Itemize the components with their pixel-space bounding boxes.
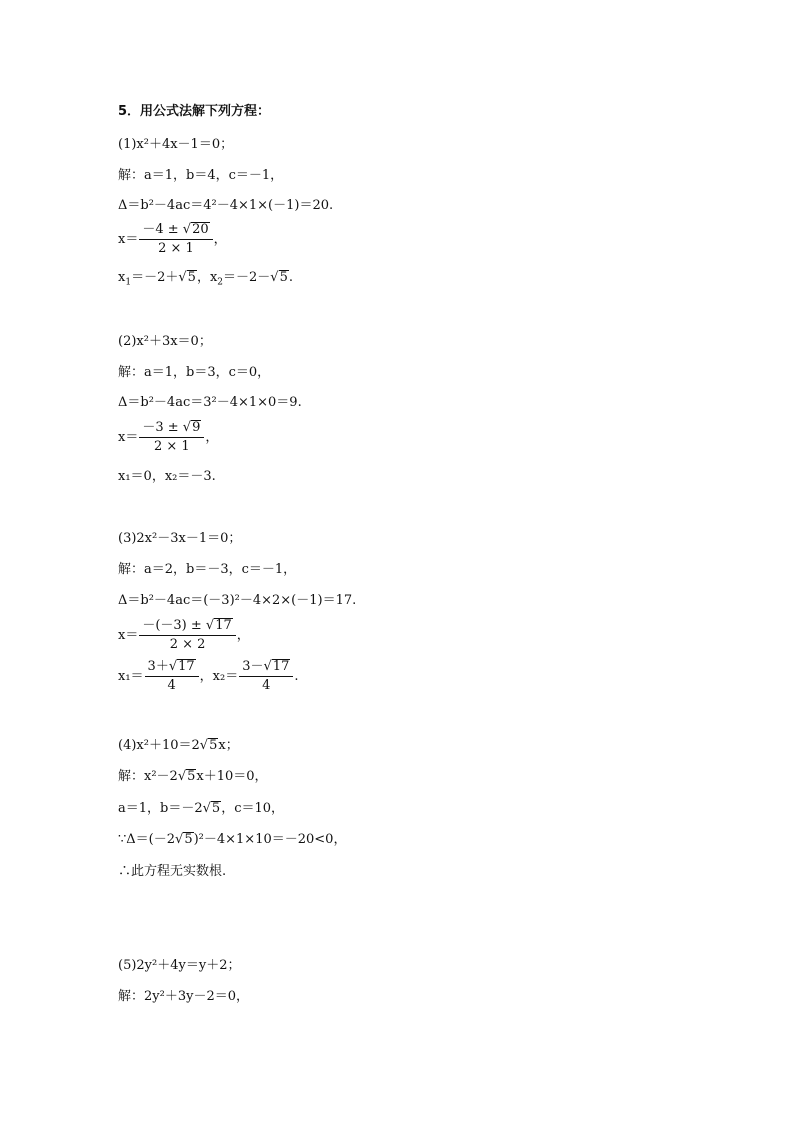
radical-icon: √ [182, 420, 192, 435]
p3-root2-prefix: ，x₂＝ [199, 669, 239, 684]
p2-comma: ， [205, 430, 219, 445]
p1-coefficients: 解：a＝1，b＝4，c＝－1， [118, 168, 284, 183]
p4-sol-text: 解：x²－2 [118, 769, 178, 784]
p4-abc-tail: ，c＝10， [221, 801, 285, 816]
p2-coefficients: 解：a＝1，b＝3，c＝0， [118, 365, 271, 380]
radical-icon: √ [263, 659, 272, 674]
p3-denominator: 2 × 2 [139, 635, 235, 653]
p4-conclusion: ∴此方程无实数根. [118, 864, 227, 879]
p2-equation: (2)x²＋3x＝0； [118, 334, 212, 349]
p3-root2-den: 4 [239, 676, 293, 694]
p3-root1-den: 4 [145, 676, 199, 694]
p2-x-prefix: x＝ [118, 430, 139, 445]
p4-eq-text: (4)x²＋10＝2 [118, 738, 200, 753]
p3-roots [118, 659, 298, 694]
p1-fraction [139, 222, 212, 257]
p4-equation [118, 738, 239, 754]
p1-comma: ， [213, 232, 227, 247]
p1-radicand: 20 [192, 222, 209, 237]
radical-icon: √ [175, 832, 184, 847]
sub-1: 1 [125, 277, 132, 288]
p1-root2-text: ＝－2－ [223, 270, 271, 285]
p3-radicand: 17 [215, 618, 232, 633]
radical-icon: √ [205, 618, 215, 633]
p4-delta-radicand: 5 [184, 832, 193, 847]
p3-root1-fraction [145, 659, 199, 694]
p1-roots [118, 270, 293, 291]
p1-root1-radicand: 5 [187, 270, 196, 285]
p3-root2-num: 3－ [242, 659, 264, 674]
p3-root1-prefix: x₁＝ [118, 669, 144, 684]
p4-delta-tail: )²－4×1×10＝－20<0， [193, 832, 347, 847]
p1-num-text: －4 ± [142, 222, 183, 237]
p5-standard-form: 解：2y²＋3y－2＝0， [118, 989, 249, 1004]
p4-eq-tail: x； [218, 738, 239, 753]
p4-eq-radicand: 5 [209, 738, 218, 753]
problem-heading: 5．用公式法解下列方程： [118, 104, 271, 119]
p3-discriminant: Δ＝b²－4ac＝(－3)²－4×2×(－1)＝17. [118, 593, 357, 608]
p2-roots: x₁＝0，x₂＝－3. [118, 469, 216, 484]
p1-denominator: 2 × 1 [139, 239, 212, 257]
p4-abc-text: a＝1，b＝－2 [118, 801, 203, 816]
p3-coefficients: 解：a＝2，b＝－3，c＝－1， [118, 562, 297, 577]
p3-num-text: －(－3) ± [142, 618, 206, 633]
sub-2: 2 [217, 277, 224, 288]
p2-denominator: 2 × 1 [139, 437, 204, 455]
p3-root2-radicand: 17 [272, 659, 290, 674]
p2-radicand: 9 [192, 420, 201, 435]
p3-period: . [294, 669, 299, 684]
p4-coefficients [118, 801, 284, 817]
p3-formula [118, 618, 250, 653]
p3-fraction [139, 618, 235, 653]
p3-root1-num: 3＋ [147, 659, 169, 674]
p3-x-prefix: x＝ [118, 628, 139, 643]
p1-root1-text: ＝－2＋ [131, 270, 179, 285]
p4-standard-form [118, 769, 268, 785]
radical-icon: √ [182, 222, 192, 237]
p1-root2-radicand: 5 [279, 270, 288, 285]
radical-icon: √ [202, 801, 211, 816]
p2-fraction [139, 420, 204, 455]
p4-abc-radicand: 5 [211, 801, 221, 816]
p3-root1-radicand: 17 [178, 659, 195, 674]
radical-icon: √ [199, 738, 209, 753]
p4-delta-text: ∵Δ＝(－2 [118, 832, 176, 847]
p2-formula [118, 420, 218, 455]
p1-equation: (1)x²＋4x－1＝0； [118, 137, 234, 152]
p3-comma: ， [236, 628, 250, 643]
p5-equation: (5)2y²＋4y＝y＋2； [118, 958, 241, 973]
radical-icon: √ [168, 659, 178, 674]
p1-root-x: x [118, 270, 126, 285]
p1-formula [118, 222, 227, 257]
radical-icon: √ [177, 769, 187, 784]
p4-sol-radicand: 5 [187, 769, 196, 784]
radical-icon: √ [178, 270, 187, 285]
p4-discriminant [118, 832, 346, 848]
p2-discriminant: Δ＝b²－4ac＝3²－4×1×0＝9. [118, 395, 302, 410]
p1-root2-x: ，x [196, 270, 218, 285]
radical-icon: √ [270, 270, 279, 285]
p4-sol-tail: x＋10＝0， [196, 769, 268, 784]
p1-period: . [288, 270, 294, 285]
p3-root2-fraction [239, 659, 293, 694]
p1-discriminant: Δ＝b²－4ac＝4²－4×1×(－1)＝20. [118, 198, 334, 213]
p1-x-prefix: x＝ [118, 232, 139, 247]
p2-num-text: －3 ± [142, 420, 183, 435]
p3-equation: (3)2x²－3x－1＝0； [118, 531, 242, 546]
